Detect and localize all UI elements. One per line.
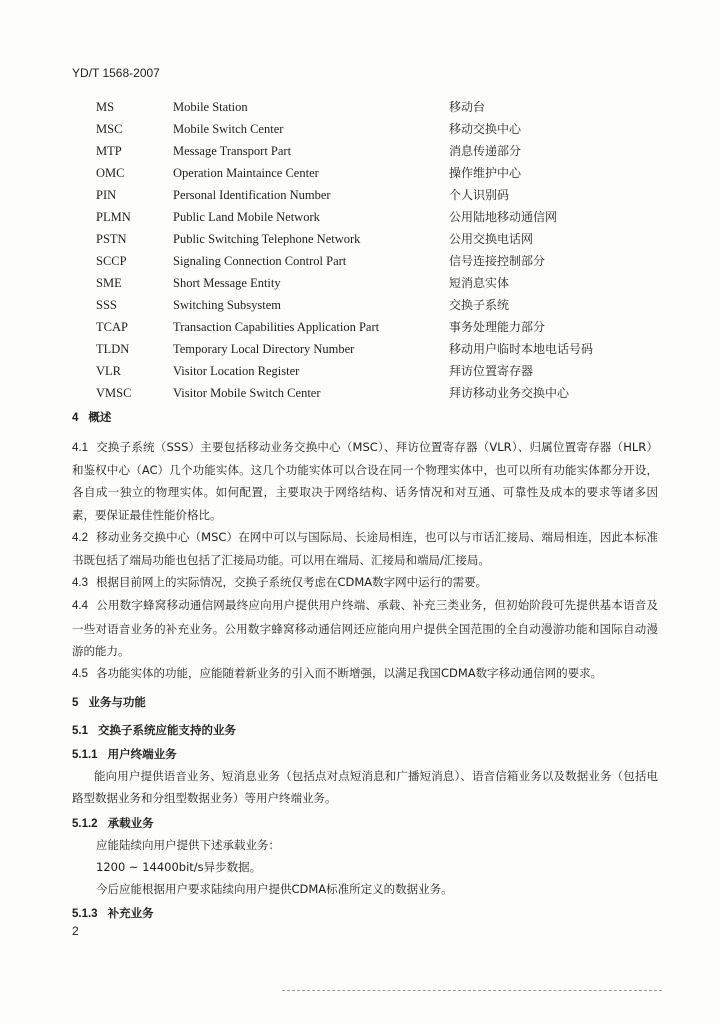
abbr-chinese: 移动台 (449, 100, 486, 114)
abbr-code: TCAP (96, 320, 128, 334)
section-heading (72, 406, 658, 428)
abbr-chinese: 移动用户临时本地电话号码 (449, 342, 594, 356)
section-number: 4 (72, 412, 79, 424)
section-number: 5.1.2 (72, 817, 98, 830)
abbr-english: Public Land Mobile Network (173, 210, 320, 224)
abbr-english: Message Transport Part (173, 144, 292, 158)
abbr-code: SSS (96, 298, 117, 312)
abbr-row (0, 184, 720, 206)
abbr-code: PSTN (96, 232, 127, 246)
abbr-english: Visitor Mobile Switch Center (173, 386, 321, 400)
subsection-heading (72, 719, 658, 741)
abbr-english: Personal Identification Number (173, 188, 331, 202)
abbr-row (0, 206, 720, 228)
subsection-heading (72, 812, 658, 834)
abbr-row (0, 118, 720, 140)
abbr-english: Mobile Switch Center (173, 122, 284, 136)
clause-text: 移动业务交换中心（MSC）在网中可以与国际局、长途局相连，也可以与市话汇接局、端局相连，因此本标准书既包括了端局功能也包括了汇接局功能。可以用在端局、汇接局和端局/汇接局。 (72, 529, 658, 568)
paragraph-line: 1200 ~ 14400bit/s异步数据。 (96, 859, 262, 874)
abbr-english: Temporary Local Directory Number (173, 342, 355, 356)
abbr-chinese: 个人识别码 (449, 188, 510, 202)
abbreviation-table (0, 96, 720, 404)
section-title: 交换子系统应能支持的业务 (98, 723, 236, 738)
clause-text: 各功能实体的功能，应能随着新业务的引入而不断增强，以满足我国CDMA数字移动通信网的要求。 (96, 666, 603, 681)
abbr-code: TLDN (96, 342, 130, 356)
abbr-chinese: 短消息实体 (449, 276, 510, 290)
abbr-english: Signaling Connection Control Part (173, 254, 347, 268)
abbr-row (0, 272, 720, 294)
abbr-english: Public Switching Telephone Network (173, 232, 361, 246)
clause-text: 公用数字蜂窝移动通信网最终应向用户提供用户终端、承载、补充三类业务，但初始阶段可先提供基本语音及一些对语音业务的补充业务。公用数字蜂窝移动通信网还应能向用户提供全国范围的全自动漫游功能和国际自动漫游的能力。 (72, 598, 658, 658)
abbr-english: Mobile Station (173, 100, 248, 114)
subsection-heading (72, 743, 658, 765)
abbr-code: MSC (96, 122, 123, 136)
document-body (72, 404, 658, 924)
paragraph (72, 571, 658, 594)
abbr-row (0, 250, 720, 272)
abbr-code: VLR (96, 364, 121, 378)
clause-text: 根据目前网上的实际情况，交换子系统仅考虑在CDMA数字网中运行的需要。 (96, 575, 488, 590)
abbr-code: PIN (96, 188, 117, 202)
abbr-english: Operation Maintaince Center (173, 166, 319, 180)
paragraph (72, 436, 658, 526)
clause-number: 4.1 (72, 442, 88, 454)
paragraph-line: 今后应能根据用户要求陆续向用户提供CDMA标准所定义的数据业务。 (96, 882, 453, 897)
abbr-row (0, 316, 720, 338)
document-header: YD/T 1568-2007 (72, 66, 160, 80)
abbr-english: Visitor Location Register (173, 364, 300, 378)
abbr-code: OMC (96, 166, 125, 180)
paragraph (72, 662, 658, 685)
abbr-chinese: 拜访移动业务交换中心 (449, 386, 570, 400)
abbr-chinese: 消息传递部分 (449, 144, 522, 158)
clause-number: 4.5 (72, 668, 88, 681)
abbr-row (0, 96, 720, 118)
section-title: 业务与功能 (88, 695, 146, 710)
abbr-row (0, 228, 720, 250)
clause-number: 4.2 (72, 531, 88, 544)
section-title: 承载业务 (107, 815, 154, 830)
abbr-english: Short Message Entity (173, 276, 281, 290)
abbr-row (0, 382, 720, 404)
clause-number: 4.3 (72, 577, 88, 590)
paragraph (72, 594, 658, 662)
page-number: 2 (72, 924, 79, 938)
abbr-chinese: 拜访位置寄存器 (449, 364, 534, 378)
paragraph: 能向用户提供语音业务、短消息业务（包括点对点短消息和广播短消息）、语音信箱业务以及数据业务（包括电路型数据业务和分组型数据业务）等用户终端业务。 (72, 769, 658, 806)
abbr-code: VMSC (96, 386, 132, 400)
subsection-heading (72, 902, 658, 924)
section-number: 5 (72, 697, 79, 710)
section-heading (72, 691, 658, 713)
abbr-row (0, 162, 720, 184)
abbr-chinese: 信号连接控制部分 (449, 254, 546, 268)
abbr-row (0, 360, 720, 382)
abbr-chinese: 公用陆地移动通信网 (449, 210, 558, 224)
abbr-chinese: 操作维护中心 (449, 166, 522, 180)
abbr-chinese: 移动交换中心 (449, 122, 522, 136)
section-number: 5.1.1 (72, 749, 98, 762)
abbr-row (0, 338, 720, 360)
section-number: 5.1.3 (72, 908, 98, 921)
abbr-code: SCCP (96, 254, 127, 268)
footer-divider (282, 990, 662, 991)
abbr-chinese: 公用交换电话网 (449, 232, 534, 246)
clause-text: 交换子系统（SSS）主要包括移动业务交换中心（MSC）、拜访位置寄存器（VLR）、归属位置寄存器（HLR）和鉴权中心（AC）几个功能实体。这几个功能实体可以合设在同一个物理实体中，也可以所有功能实体都分开设，各自成一独立的物理实体。如何配置，主要取决于网络结构、话务情况和对互通、可靠性及成本的要求等诸多因素，要保证最佳性能价格比。 (72, 440, 658, 522)
paragraph-line: 应能陆续向用户提供下述承载业务： (96, 837, 280, 852)
abbr-chinese: 事务处理能力部分 (449, 320, 546, 334)
abbr-code: SME (96, 276, 122, 290)
abbr-code: PLMN (96, 210, 131, 224)
abbr-english: Switching Subsystem (173, 298, 281, 312)
abbr-code: MTP (96, 144, 122, 158)
abbr-row (0, 294, 720, 316)
clause-number: 4.4 (72, 600, 88, 613)
section-title: 概述 (88, 410, 112, 424)
section-title: 补充业务 (107, 906, 154, 921)
paragraph (72, 526, 658, 571)
abbr-chinese: 交换子系统 (449, 298, 510, 312)
section-title: 用户终端业务 (107, 747, 177, 762)
abbr-code: MS (96, 100, 115, 114)
section-number: 5.1 (72, 725, 88, 738)
abbr-english: Transaction Capabilities Application Part (173, 320, 380, 334)
abbr-row (0, 140, 720, 162)
